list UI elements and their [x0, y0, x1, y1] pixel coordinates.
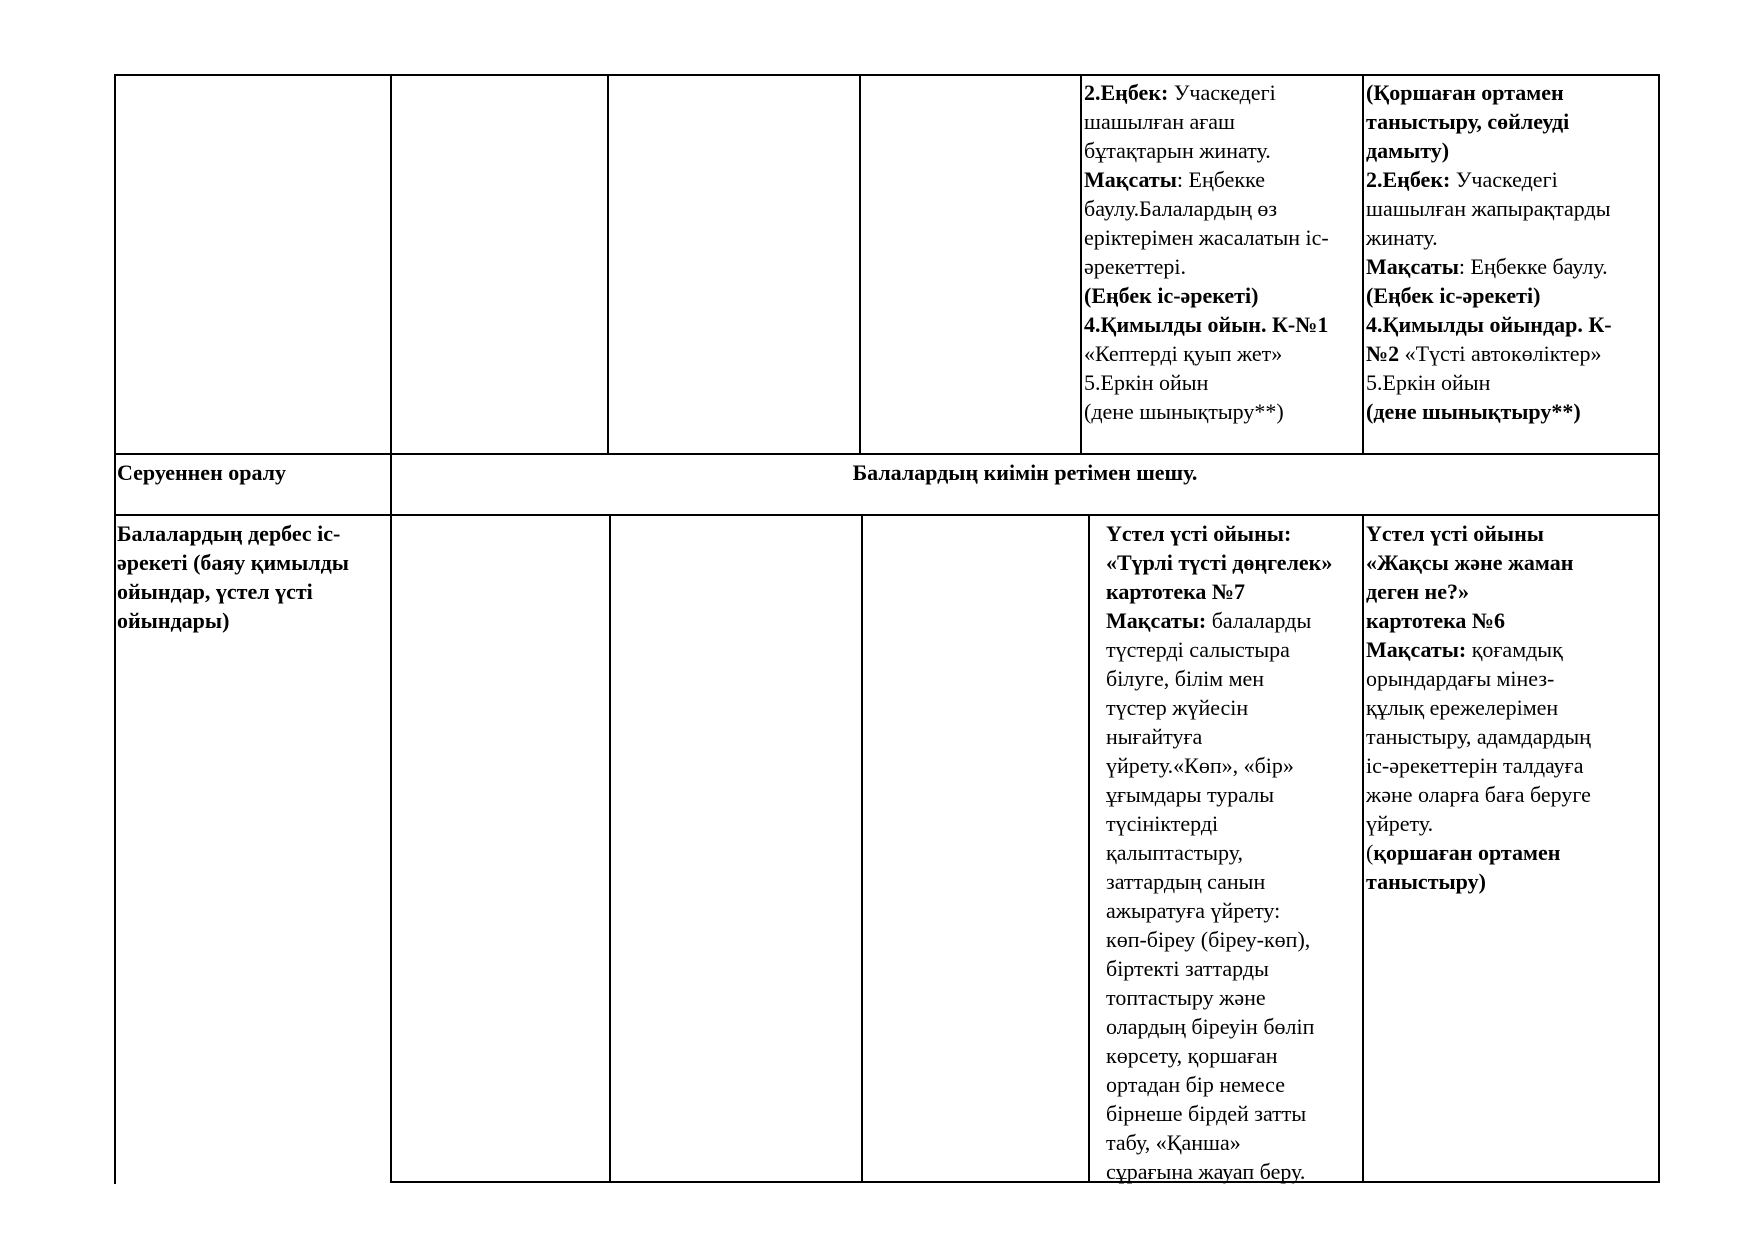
bold-text-run: 2.Еңбек: [1084, 80, 1169, 105]
text-run: ажыратуға үйрету: [1106, 898, 1281, 923]
text-run: қалыптастыру, [1106, 840, 1243, 865]
text-run: жинату. [1366, 225, 1438, 250]
text-line [1366, 838, 1591, 867]
text-line [1366, 252, 1612, 281]
column-divider-2-lower [609, 514, 611, 1183]
bold-text-run: Мақсаты: [1366, 637, 1467, 662]
text-line [1366, 635, 1591, 664]
text-line [117, 577, 349, 606]
text-line [1084, 339, 1329, 368]
text-line [1084, 252, 1329, 281]
text-line [1106, 925, 1332, 954]
text-line [1366, 107, 1612, 136]
text-line [1366, 751, 1591, 780]
text-line [117, 519, 349, 548]
text-run: балаларды [1206, 608, 1312, 633]
bold-text-run: (Қоршаған ортамен [1366, 80, 1564, 105]
text-run: үйрету. [1366, 811, 1434, 836]
text-run: бұтақтарын жинату. [1084, 138, 1271, 163]
bold-text-run: 4.Қимылды ойын. К-№1 [1084, 312, 1329, 337]
bold-text-run: картотека №7 [1106, 579, 1246, 604]
text-line [1084, 136, 1329, 165]
table-top-border [114, 74, 1660, 76]
text-run: орындардағы мінез- [1366, 666, 1555, 691]
column-divider-3-upper [859, 74, 861, 454]
text-run: және оларға баға беруге [1366, 782, 1591, 807]
text-line [1366, 368, 1612, 397]
text-run: Учаскедегі [1450, 167, 1558, 192]
bold-text-run: (дене шынықтыру**) [1366, 399, 1581, 424]
column-divider-4-lower [1088, 514, 1090, 1183]
text-line [1106, 1099, 1332, 1128]
text-line [1366, 664, 1591, 693]
text-run: топтастыру және [1106, 985, 1266, 1010]
text-line [1106, 1070, 1332, 1099]
text-run: баулу.Балалардың өз [1084, 196, 1278, 221]
bold-text-run: деген не?» [1366, 579, 1469, 604]
text-line [1106, 954, 1332, 983]
text-run: 5.Еркін ойын [1366, 370, 1491, 395]
text-line [1106, 780, 1332, 809]
text-line [1106, 809, 1332, 838]
text-run: : Еңбекке баулу. [1458, 254, 1608, 279]
text-line [1084, 194, 1329, 223]
text-line [1106, 896, 1332, 925]
bold-text-run: Үстел үсті ойыны: [1106, 521, 1292, 546]
bold-text-run: №2 [1366, 341, 1400, 366]
text-run: : Еңбекке [1176, 167, 1265, 192]
bold-text-run: картотека №6 [1366, 608, 1506, 633]
bold-text-run: әрекеті (баяу қимылды [117, 550, 349, 575]
text-run: заттардың санын [1106, 869, 1266, 894]
text-line [1106, 1012, 1332, 1041]
text-line [1366, 693, 1591, 722]
bold-text-run: (Еңбек іс-әрекеті) [1084, 283, 1259, 308]
text-run: еріктерімен жасалатын іс- [1084, 225, 1329, 250]
text-run: түстерді салыстыра [1106, 637, 1290, 662]
text-run: құлық ережелерімен [1366, 695, 1559, 720]
text-line [1084, 281, 1329, 310]
text-line [1366, 867, 1591, 896]
text-line [1106, 867, 1332, 896]
column-divider-4-upper [1080, 74, 1082, 454]
row-divider-1 [114, 453, 1660, 455]
table-left-border [114, 74, 116, 1184]
text-line [1366, 606, 1591, 635]
text-run: Учаскедегі [1168, 80, 1276, 105]
bold-text-run: 2.Еңбек: [1366, 167, 1451, 192]
row3-col6-cell [1366, 519, 1591, 896]
text-run: әрекеттері. [1084, 254, 1187, 279]
text-line [1106, 548, 1332, 577]
text-line [1106, 635, 1332, 664]
text-run: шашылған жапырақтарды [1366, 196, 1611, 221]
text-run: «Кептерді қуып жет» [1084, 341, 1283, 366]
text-run: қоғамдық [1466, 637, 1563, 662]
bold-text-run: дамыту) [1366, 138, 1450, 163]
text-line [1106, 693, 1332, 722]
text-line [1084, 223, 1329, 252]
column-divider-5-lower [1362, 514, 1364, 1183]
text-line [1084, 107, 1329, 136]
text-run: (дене шынықтыру**) [1084, 399, 1284, 424]
bold-text-run: ойындары) [117, 608, 230, 633]
text-line [1106, 1041, 1332, 1070]
text-line [1106, 664, 1332, 693]
text-run: ( [1366, 840, 1374, 865]
bold-text-run: Мақсаты [1084, 167, 1177, 192]
text-line [1366, 339, 1612, 368]
text-line [1084, 368, 1329, 397]
text-line [1084, 397, 1329, 426]
table-bottom-border [390, 1181, 1660, 1183]
text-run: «Түсті автокөліктер» [1399, 341, 1602, 366]
text-line [1106, 722, 1332, 751]
text-run: ортадан бір немесе [1106, 1072, 1285, 1097]
bold-text-run: 4.Қимылды ойындар. К- [1366, 312, 1612, 337]
row1-col6-cell [1366, 78, 1612, 426]
bold-text-run: Мақсаты [1366, 254, 1459, 279]
row2-content: Балалардың киімін ретімен шешу. [852, 460, 1198, 485]
text-run: біртекті заттарды [1106, 956, 1269, 981]
text-line [1106, 838, 1332, 867]
text-line [1106, 983, 1332, 1012]
text-run: бірнеше бірдей затты [1106, 1101, 1307, 1126]
text-line [1366, 223, 1612, 252]
table-right-border [1658, 74, 1660, 1183]
text-line [1366, 519, 1591, 548]
text-line [1366, 397, 1612, 426]
text-line [1106, 606, 1332, 635]
text-run: шашылған ағаш [1084, 109, 1235, 134]
text-run: олардың біреуін бөліп [1106, 1014, 1315, 1039]
text-run: табу, «Қанша» [1106, 1130, 1241, 1155]
text-line [1366, 281, 1612, 310]
text-line [1106, 1157, 1332, 1186]
text-run: білуге, білім мен [1106, 666, 1265, 691]
text-run: үйрету.«Көп», «бір» [1106, 753, 1294, 778]
text-line [1084, 310, 1329, 339]
row1-col5-cell [1084, 78, 1329, 426]
text-line [1366, 548, 1591, 577]
text-line [117, 548, 349, 577]
row-divider-2 [114, 514, 1660, 516]
text-line [1366, 136, 1612, 165]
text-run: таныстыру, адамдардың [1366, 724, 1591, 749]
text-run: ұғымдары туралы [1106, 782, 1275, 807]
text-line [1366, 78, 1612, 107]
text-run: 5.Еркін ойын [1084, 370, 1209, 395]
text-line [1106, 519, 1332, 548]
text-run: түсініктерді [1106, 811, 1219, 836]
bold-text-run: «Жақсы және жаман [1366, 550, 1574, 575]
bold-text-run: Үстел үсті ойыны [1366, 521, 1544, 546]
text-run: түстер жүйесін [1106, 695, 1249, 720]
text-line [117, 606, 349, 635]
text-run: көрсету, қоршаған [1106, 1043, 1278, 1068]
text-line [1106, 1128, 1332, 1157]
text-line [1106, 751, 1332, 780]
text-run: сұрағына жауап беру. [1106, 1159, 1306, 1184]
row2-label: Серуеннен оралу [117, 460, 287, 485]
column-divider-3-lower [861, 514, 863, 1183]
bold-text-run: Мақсаты: [1106, 608, 1207, 633]
column-divider-2-upper [607, 74, 609, 454]
row3-label-cell [117, 519, 349, 635]
column-divider-5-upper [1362, 74, 1364, 454]
bold-text-run: қоршаған ортамен [1373, 840, 1561, 865]
bold-text-run: «Түрлі түсті дөңгелек» [1106, 550, 1333, 575]
text-line [1084, 165, 1329, 194]
text-line [1366, 194, 1612, 223]
text-line [1366, 722, 1591, 751]
text-line [1106, 577, 1332, 606]
bold-text-run: Балалардың дербес іс- [117, 521, 341, 546]
text-line [1366, 780, 1591, 809]
text-run: іс-әрекеттерін талдауға [1366, 753, 1584, 778]
row3-col5-cell [1106, 519, 1332, 1186]
text-line [1084, 78, 1329, 107]
column-divider-1 [390, 74, 392, 1183]
text-line [1366, 577, 1591, 606]
text-line [1366, 310, 1612, 339]
text-run: нығайтуға [1106, 724, 1203, 749]
text-line [1366, 165, 1612, 194]
bold-text-run: таныстыру) [1366, 869, 1486, 894]
text-line [1366, 809, 1591, 838]
bold-text-run: ойындар, үстел үсті [117, 579, 313, 604]
text-run: көп-біреу (біреу-көп), [1106, 927, 1311, 952]
bold-text-run: таныстыру, сөйлеуді [1366, 109, 1570, 134]
bold-text-run: (Еңбек іс-әрекеті) [1366, 283, 1541, 308]
